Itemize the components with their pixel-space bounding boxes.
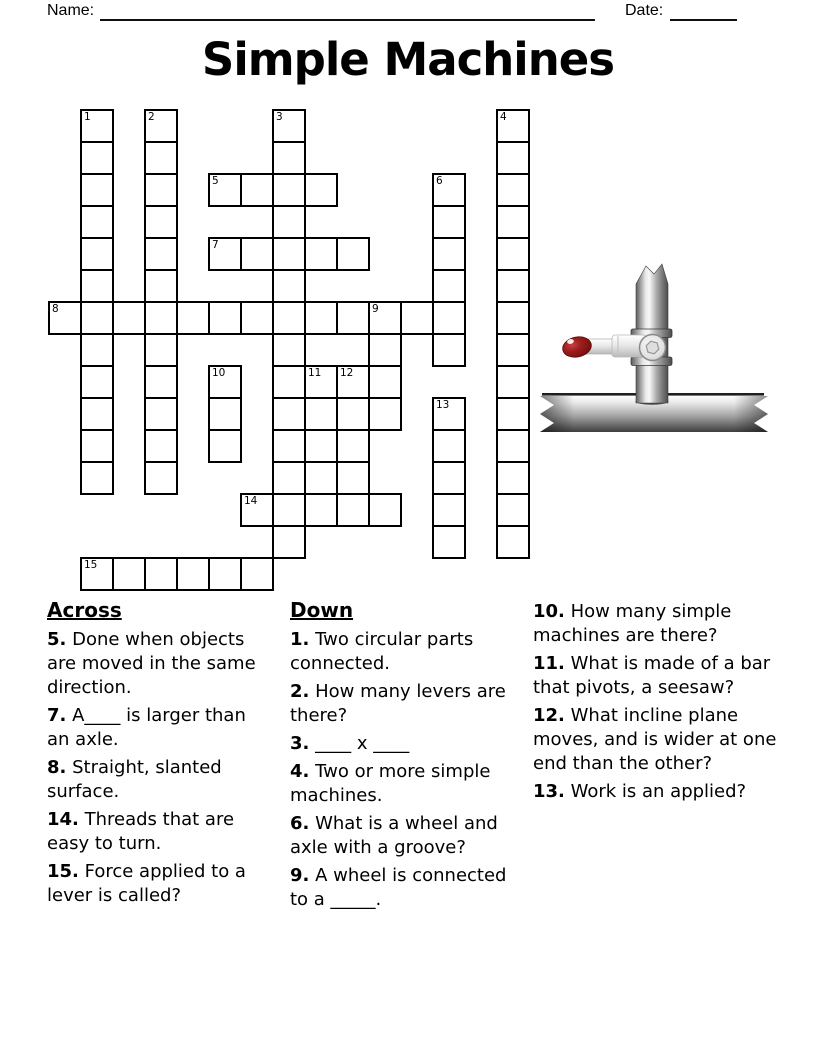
clue-text: How many simple machines are there?: [533, 601, 732, 646]
grid-cell[interactable]: [80, 269, 114, 303]
grid-cell[interactable]: [80, 365, 114, 399]
clue-text: A wheel is connected to a _____.: [290, 865, 507, 910]
grid-cell[interactable]: [272, 141, 306, 175]
cell-number: 13: [436, 399, 450, 411]
clue-item: [533, 652, 777, 700]
grid-cell[interactable]: [240, 173, 274, 207]
grid-cell[interactable]: [144, 333, 178, 367]
grid-cell[interactable]: [240, 301, 274, 335]
grid-cell[interactable]: [272, 525, 306, 559]
clue-number-label: 15.: [47, 861, 79, 882]
grid-cell[interactable]: [272, 333, 306, 367]
screw-illustration: [538, 253, 770, 435]
grid-cell[interactable]: [80, 429, 114, 463]
grid-cell[interactable]: [80, 333, 114, 367]
grid-cell[interactable]: [208, 365, 242, 399]
clue-text: Two or more simple machines.: [290, 761, 491, 806]
grid-cell[interactable]: [432, 525, 466, 559]
down-clues-continued-list: [533, 600, 777, 804]
down-heading: Down: [290, 598, 354, 622]
grid-cell[interactable]: [272, 397, 306, 431]
grid-cell[interactable]: [80, 173, 114, 207]
cell-number: 1: [84, 111, 91, 123]
clue-number-label: 1.: [290, 629, 310, 650]
clue-item: [533, 600, 777, 648]
grid-cell[interactable]: [80, 557, 114, 591]
clue-text: Two circular parts connected.: [290, 629, 474, 674]
grid-cell[interactable]: [496, 141, 530, 175]
grid-cell[interactable]: [144, 269, 178, 303]
grid-cell[interactable]: [368, 493, 402, 527]
cell-number: 9: [372, 303, 379, 315]
clue-number-label: 3.: [290, 733, 310, 754]
grid-cell[interactable]: [144, 429, 178, 463]
grid-cell[interactable]: [336, 461, 370, 495]
across-clues-column: [47, 598, 271, 912]
grid-cell[interactable]: [304, 365, 338, 399]
clue-text: What is made of a bar that pivots, a seesaw?: [533, 653, 771, 698]
grid-cell[interactable]: [432, 205, 466, 239]
grid-cell[interactable]: [144, 365, 178, 399]
grid-cell[interactable]: [272, 237, 306, 271]
grid-cell[interactable]: [112, 301, 146, 335]
grid-cell[interactable]: [144, 173, 178, 207]
clue-text: Straight, slanted surface.: [47, 757, 222, 802]
grid-cell[interactable]: [336, 365, 370, 399]
grid-cell[interactable]: [368, 301, 402, 335]
grid-cell[interactable]: [240, 237, 274, 271]
grid-cell[interactable]: [432, 429, 466, 463]
grid-cell[interactable]: [144, 461, 178, 495]
grid-cell[interactable]: [368, 333, 402, 367]
clue-number-label: 4.: [290, 761, 310, 782]
grid-cell[interactable]: [272, 461, 306, 495]
grid-cell[interactable]: [496, 109, 530, 143]
grid-cell[interactable]: [336, 237, 370, 271]
cell-number: 15: [84, 559, 98, 571]
grid-cell[interactable]: [432, 173, 466, 207]
grid-cell[interactable]: [496, 333, 530, 367]
grid-cell[interactable]: [208, 557, 242, 591]
name-blank-line[interactable]: [100, 1, 595, 21]
grid-cell[interactable]: [336, 429, 370, 463]
grid-cell[interactable]: [80, 461, 114, 495]
grid-cell[interactable]: [176, 557, 210, 591]
grid-cell[interactable]: [496, 493, 530, 527]
clue-item: [47, 860, 271, 908]
clue-text: Work is an applied?: [564, 781, 747, 802]
clue-text: What incline plane moves, and is wider at one end than the other?: [533, 705, 777, 774]
grid-cell[interactable]: [272, 173, 306, 207]
clue-text: ____ x ____: [309, 733, 410, 754]
grid-cell[interactable]: [496, 237, 530, 271]
grid-cell[interactable]: [432, 397, 466, 431]
grid-cell[interactable]: [80, 141, 114, 175]
grid-cell[interactable]: [272, 429, 306, 463]
clue-item: [290, 864, 516, 912]
grid-cell[interactable]: [432, 237, 466, 271]
clue-number-label: 7.: [47, 705, 67, 726]
clue-text: How many levers are there?: [290, 681, 506, 726]
down-clues-column: [290, 598, 516, 916]
clue-item: [290, 732, 516, 756]
grid-cell[interactable]: [272, 493, 306, 527]
grid-cell[interactable]: [240, 493, 274, 527]
grid-cell[interactable]: [272, 109, 306, 143]
grid-cell[interactable]: [272, 301, 306, 335]
clue-text: Force applied to a lever is called?: [47, 861, 246, 906]
cell-number: 3: [276, 111, 283, 123]
clue-number-label: 2.: [290, 681, 310, 702]
clue-text: Threads that are easy to turn.: [47, 809, 235, 854]
cell-number: 5: [212, 175, 219, 187]
clue-item: [290, 628, 516, 676]
grid-cell[interactable]: [432, 461, 466, 495]
grid-cell[interactable]: [368, 365, 402, 399]
grid-cell[interactable]: [272, 269, 306, 303]
clue-item: [533, 780, 777, 804]
red-knob: [561, 334, 594, 360]
clue-item: [533, 704, 777, 776]
hex-bolt: [646, 341, 659, 354]
grid-cell[interactable]: [272, 365, 306, 399]
cell-number: 2: [148, 111, 155, 123]
grid-cell[interactable]: [144, 301, 178, 335]
grid-cell[interactable]: [144, 237, 178, 271]
clue-number-label: 5.: [47, 629, 67, 650]
grid-cell[interactable]: [144, 557, 178, 591]
clue-text: A____ is larger than an axle.: [47, 705, 246, 750]
grid-cell[interactable]: [176, 301, 210, 335]
clue-text: Done when objects are moved in the same direction.: [47, 629, 256, 698]
grid-cell[interactable]: [80, 397, 114, 431]
grid-cell[interactable]: [144, 397, 178, 431]
grid-cell[interactable]: [304, 429, 338, 463]
across-heading: Across: [47, 598, 122, 622]
cell-number: 4: [500, 111, 507, 123]
clue-item: [47, 808, 271, 856]
clue-number-label: 12.: [533, 705, 565, 726]
grid-cell[interactable]: [432, 333, 466, 367]
clue-number-label: 10.: [533, 601, 565, 622]
cell-number: 14: [244, 495, 258, 507]
clue-number-label: 13.: [533, 781, 565, 802]
across-clues-list: [47, 628, 271, 908]
grid-cell[interactable]: [208, 429, 242, 463]
grid-cell[interactable]: [304, 301, 338, 335]
date-label: Date:: [625, 2, 664, 19]
grid-cell[interactable]: [304, 237, 338, 271]
clue-number-label: 14.: [47, 809, 79, 830]
grid-cell[interactable]: [80, 301, 114, 335]
clue-item: [290, 680, 516, 728]
grid-cell[interactable]: [496, 525, 530, 559]
grid-cell[interactable]: [144, 109, 178, 143]
grid-cell[interactable]: [336, 397, 370, 431]
grid-cell[interactable]: [48, 301, 82, 335]
grid-cell[interactable]: [432, 493, 466, 527]
grid-cell[interactable]: [336, 493, 370, 527]
cell-number: 6: [436, 175, 443, 187]
clue-item: [47, 756, 271, 804]
grid-cell[interactable]: [304, 461, 338, 495]
grid-cell[interactable]: [80, 205, 114, 239]
grid-cell[interactable]: [400, 301, 434, 335]
grid-cell[interactable]: [496, 397, 530, 431]
grid-cell[interactable]: [240, 557, 274, 591]
cell-number: 12: [340, 367, 354, 379]
grid-cell[interactable]: [432, 269, 466, 303]
page-title: Simple Machines: [201, 33, 615, 86]
cell-number: 10: [212, 367, 226, 379]
grid-cell[interactable]: [496, 461, 530, 495]
grid-cell[interactable]: [272, 205, 306, 239]
grid-cell[interactable]: [144, 141, 178, 175]
grid-cell[interactable]: [208, 237, 242, 271]
grid-cell[interactable]: [496, 173, 530, 207]
clue-text: What is a wheel and axle with a groove?: [290, 813, 498, 858]
cell-number: 8: [52, 303, 59, 315]
clue-number-label: 6.: [290, 813, 310, 834]
grid-cell[interactable]: [304, 173, 338, 207]
date-blank-line[interactable]: [670, 1, 737, 21]
clue-number-label: 9.: [290, 865, 310, 886]
clue-item: [47, 628, 271, 700]
clue-number-label: 11.: [533, 653, 565, 674]
down-clues-continued-column: [533, 600, 777, 808]
down-clues-list: [290, 628, 516, 912]
name-label: Name:: [47, 2, 95, 19]
clue-item: [47, 704, 271, 752]
grid-cell[interactable]: [304, 397, 338, 431]
grid-cell[interactable]: [208, 173, 242, 207]
clue-item: [290, 760, 516, 808]
grid-cell[interactable]: [80, 109, 114, 143]
grid-cell[interactable]: [80, 237, 114, 271]
grid-cell[interactable]: [368, 397, 402, 431]
grid-cell[interactable]: [208, 397, 242, 431]
clue-item: [290, 812, 516, 860]
grid-cell[interactable]: [432, 301, 466, 335]
grid-cell[interactable]: [112, 557, 146, 591]
grid-cell[interactable]: [496, 301, 530, 335]
grid-cell[interactable]: [496, 429, 530, 463]
grid-cell[interactable]: [496, 269, 530, 303]
cell-number: 7: [212, 239, 219, 251]
grid-cell[interactable]: [496, 365, 530, 399]
clue-number-label: 8.: [47, 757, 67, 778]
grid-cell[interactable]: [336, 301, 370, 335]
cell-number: 11: [308, 367, 322, 379]
grid-cell[interactable]: [208, 301, 242, 335]
grid-cell[interactable]: [304, 493, 338, 527]
grid-cell[interactable]: [496, 205, 530, 239]
grid-cell[interactable]: [144, 205, 178, 239]
